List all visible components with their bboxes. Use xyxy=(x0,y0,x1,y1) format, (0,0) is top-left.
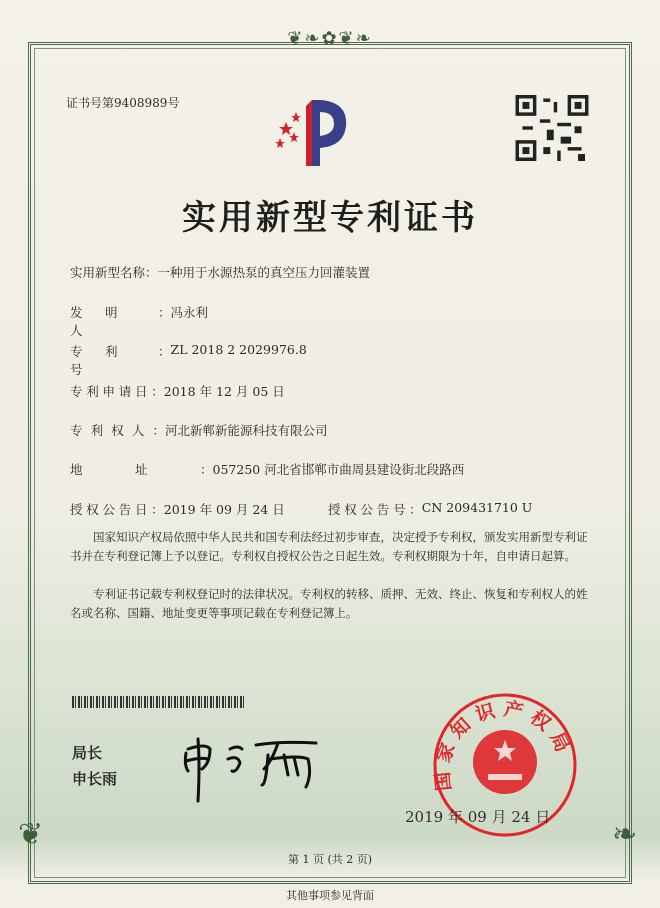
director-name: 申长雨 xyxy=(72,770,118,788)
field-patent-number xyxy=(70,342,307,378)
barcode-icon xyxy=(72,696,244,708)
statement-paragraph: 国家知识产权局依照中华人民共和国专利法经过初步审查，决定授予专利权，颁发实用新型专利证书并在专利登记簿上予以登记。专利权自授权公告之日起生效。专利权期限为十年，自申请日起算。 xyxy=(70,530,588,563)
page-number: 第 1 页 (共 2 页) xyxy=(287,853,373,866)
colon: ： xyxy=(151,384,164,399)
colon: ： xyxy=(145,265,158,280)
certificate-number: 证书号第9408989号 xyxy=(66,96,180,110)
label-text: 专利号 xyxy=(70,344,141,377)
field-value: CN 209431710 U xyxy=(421,500,533,515)
colon: ： xyxy=(200,462,213,477)
field-name xyxy=(70,263,370,281)
footer-note: 其他事项参见背面 xyxy=(286,889,374,902)
certificate-title: 实用新型专利证书 xyxy=(182,198,478,238)
director-title: 局长 xyxy=(72,744,103,762)
field-value: 一种用于水源热泵的真空压力回灌装置 xyxy=(157,265,371,280)
field-patentee xyxy=(70,421,328,439)
field-label: 地址 xyxy=(70,462,201,477)
field-grant-date xyxy=(70,500,285,518)
colon: ： xyxy=(409,502,422,517)
field-label: 专利权人 xyxy=(70,423,153,438)
field-address xyxy=(70,460,464,478)
field-value: 冯永利 xyxy=(170,305,209,320)
corner-ornament-icon: ❧ xyxy=(612,817,638,852)
qr-code-icon xyxy=(515,95,589,161)
seal-date: 2019 年 09 月 24 日 xyxy=(405,808,551,826)
field-label: 实用新型名称 xyxy=(70,265,146,280)
field-label: 授权公告日 xyxy=(70,502,152,517)
field-announcement-number xyxy=(328,500,532,518)
signature-icon xyxy=(180,735,330,805)
field-label xyxy=(70,303,158,339)
colon: ： xyxy=(158,344,171,359)
field-label: 授权公告号 xyxy=(328,502,410,517)
field-inventor xyxy=(70,303,208,339)
field-label xyxy=(70,342,158,378)
field-value: 河北新郸新能源科技有限公司 xyxy=(165,423,328,438)
colon: ： xyxy=(158,305,171,320)
cnipa-logo-icon xyxy=(272,92,352,170)
seal-text: 国家知识产权局 xyxy=(431,697,577,792)
field-value: 2018 年 12 月 05 日 xyxy=(163,384,285,399)
corner-ornament-icon: ❦ xyxy=(18,817,44,852)
label-text: 发明人 xyxy=(70,305,141,338)
field-value: ZL 2018 2 2029976.8 xyxy=(170,342,307,357)
colon: ： xyxy=(152,423,166,438)
field-value: 2019 年 09 月 24 日 xyxy=(163,502,285,517)
field-value: 057250 河北省邯郸市曲周县建设街北段路西 xyxy=(212,462,465,477)
top-ornament-icon: ❦❧✿❦❧ xyxy=(287,28,373,49)
colon: ： xyxy=(151,502,164,517)
field-label: 专利申请日 xyxy=(70,384,152,399)
field-application-date xyxy=(70,382,285,400)
statement-paragraph: 专利证书记载专利权登记时的法律状况。专利权的转移、质押、无效、终止、恢复和专利权人的姓名或名称、国籍、地址变更等事项记载在专利登记簿上。 xyxy=(70,587,588,620)
